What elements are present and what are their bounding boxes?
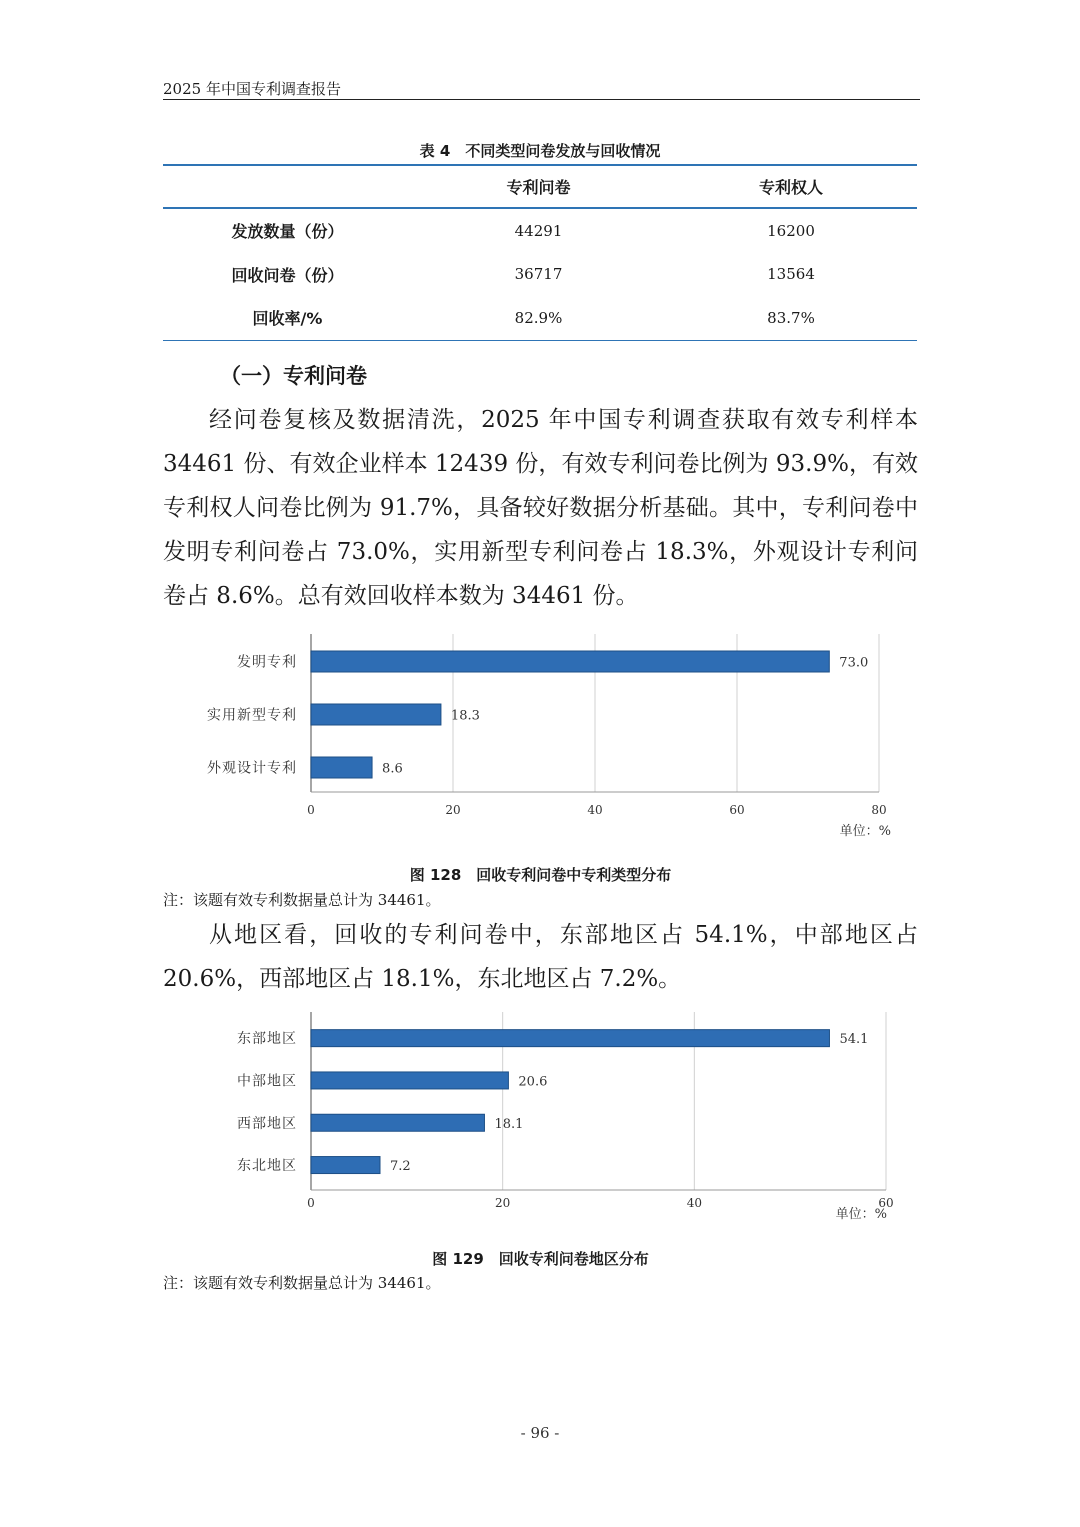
row-label: 回收问卷（份）: [231, 265, 344, 285]
table-caption: 表 4 不同类型问卷发放与回收情况: [419, 142, 661, 160]
bar: [311, 1072, 508, 1089]
patent-type-bar-chart: [163, 632, 918, 842]
body-paragraph: 经问卷复核及数据清洗，2025 年中国专利调查获取有效专利样本 34461 份、有效企业样本 12439 份，有效专利问卷比例为 93.9%，有效专利权人问卷比例为 91.7%，具备较好数据分析基础。其中，专利问卷中发明专利问卷占 73.0%，实用新型专利问卷占 18.3%，外观设计专利问卷占 8.6%。总有效回收样本数为 34461 份。: [163, 407, 918, 609]
table-cell: 16200: [767, 221, 815, 240]
table-cell: 44291: [514, 221, 563, 240]
category-label: 外观设计专利: [207, 760, 297, 777]
table-header-row: [163, 165, 917, 208]
table-row: [163, 208, 917, 252]
table-header-cell: 专利权人: [758, 178, 823, 197]
page-number: - 96 -: [520, 1424, 560, 1442]
table-cell: 13564: [767, 265, 815, 283]
figure-note: 注：该题有效专利数据量总计为 34461。: [163, 891, 441, 909]
category-label: 实用新型专利: [207, 707, 297, 724]
table-row: [163, 252, 917, 296]
table-header-cell: [163, 165, 412, 208]
running-header: 2025 年中国专利调查报告: [163, 80, 341, 98]
x-tick-label: 20: [445, 803, 461, 817]
table-row: [163, 296, 917, 340]
distribution-table: [163, 164, 917, 341]
x-tick-label: 60: [878, 1196, 894, 1210]
data-label: 7.2: [390, 1159, 411, 1175]
table-cell: 83.7%: [767, 308, 815, 327]
data-label: 8.6: [382, 761, 403, 777]
data-label: 20.6: [518, 1074, 548, 1090]
unit-label: 单位：%: [835, 1207, 887, 1222]
unit-label: 单位：%: [839, 824, 891, 839]
figure-caption: 图 129 回收专利问卷地区分布: [432, 1250, 649, 1268]
x-tick-label: 60: [729, 803, 745, 817]
section-heading: （一）专利问卷: [220, 364, 367, 388]
x-tick-label: 20: [495, 1196, 511, 1210]
figure-note: 注：该题有效专利数据量总计为 34461。: [163, 1274, 441, 1292]
body-paragraph: 从地区看，回收的专利问卷中，东部地区占 54.1%，中部地区占 20.6%，西部地区占 18.1%，东北地区占 7.2%。: [163, 922, 918, 992]
bar: [311, 757, 372, 778]
x-tick-label: 80: [871, 803, 887, 817]
x-tick-label: 40: [686, 1196, 702, 1210]
row-label: 回收率/%: [252, 309, 323, 329]
x-tick-label: 0: [307, 803, 315, 817]
x-tick-label: 40: [587, 803, 603, 817]
figure-caption: 图 128 回收专利问卷中专利类型分布: [409, 866, 672, 884]
data-label: 73.0: [839, 655, 869, 671]
category-label: 东部地区: [237, 1031, 297, 1048]
category-label: 东北地区: [237, 1158, 297, 1175]
table-cell: 82.9%: [514, 308, 563, 327]
bar: [311, 704, 441, 725]
table-header-cell: 专利问卷: [506, 178, 571, 197]
data-label: 54.1: [839, 1032, 869, 1048]
category-label: 西部地区: [237, 1115, 297, 1132]
table-cell: 36717: [514, 265, 563, 283]
bar: [311, 1157, 380, 1174]
bar: [311, 1030, 829, 1047]
region-bar-chart: [163, 1010, 918, 1230]
header-rule: [163, 99, 920, 100]
bar: [311, 651, 829, 672]
x-tick-label: 0: [307, 1196, 315, 1210]
category-label: 发明专利: [237, 654, 297, 671]
category-label: 中部地区: [237, 1073, 297, 1090]
row-label: 发放数量（份）: [231, 222, 344, 241]
data-label: 18.3: [450, 708, 480, 724]
bar: [311, 1114, 484, 1131]
data-label: 18.1: [494, 1116, 524, 1132]
